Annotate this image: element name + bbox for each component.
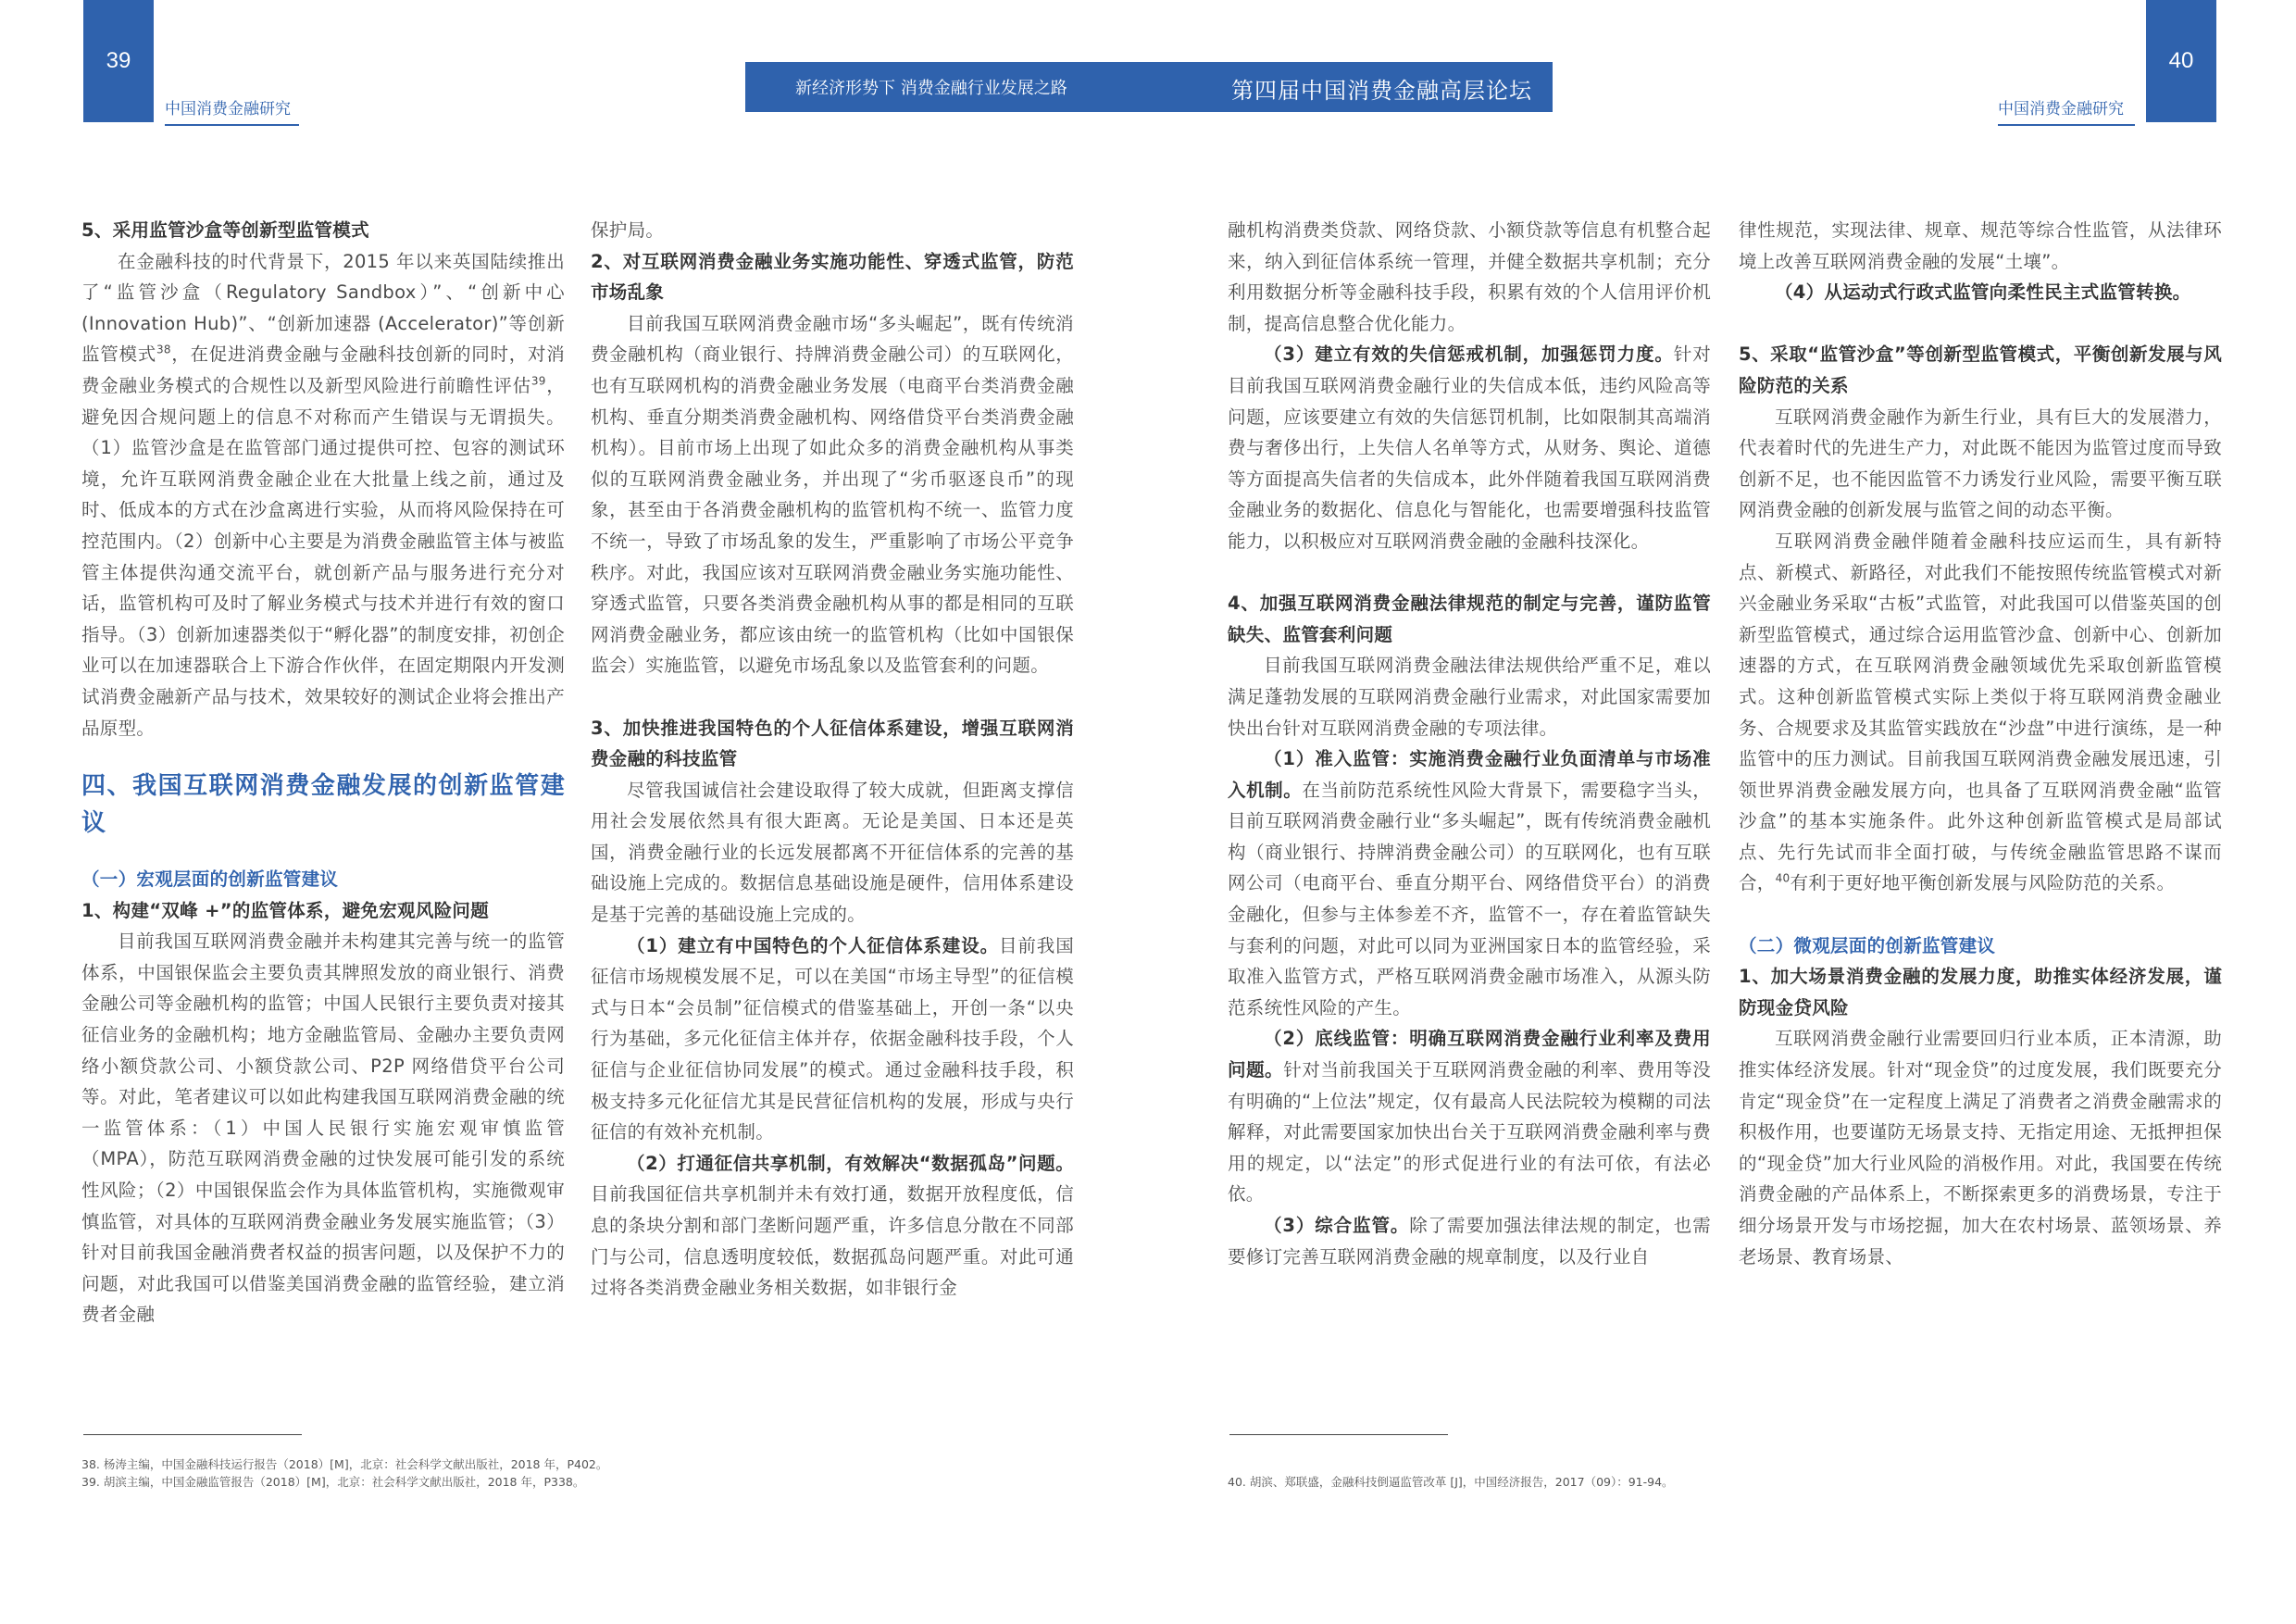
heading-twin-peaks: 1、构建“双峰 +”的监管体系，避免宏观风险问题 [81,899,490,921]
paragraph-legal-3: （3）综合监管。除了需要加强法律法规的制定，也需要修订完善互联网消费金融的规章制度，以及行业自 [1228,1215,1711,1268]
footnote-40: 40. 胡滨、郑联盛，金融科技倒逼监管改革 [J]，中国经济报告，2017（09）：91-94。 [1228,1475,1674,1489]
footnote-ref-38[interactable]: 38 [156,343,171,356]
banner-subtitle: 新经济形势下 消费金融行业发展之路 [795,79,1067,98]
heading-sandbox: 5、采用监管沙盒等创新型监管模式 [81,219,369,241]
section-heading-4: 四、我国互联网消费金融发展的创新监管建议 [81,772,565,838]
subsection-heading-macro: （一）宏观层面的创新监管建议 [81,868,339,891]
paragraph-functional-supervision: 目前我国互联网消费金融市场“多头崛起”，既有传统消费金融机构（商业银行、持牌消费金融公司）的互联网化，也有互联网机构的消费金融业务发展（电商平台类消费金融机构、垂直分期类消费金融机构、网络借贷平台类消费金融机构）。目前市场上出现了如此众多的消费金融机构从事类似的互联网消费金融业务，并出现了“劣币驱逐良币”的现象，甚至由于各消费金融机构的监管机构不统一、监管力度不统一，导致了市场乱象的发生，严重影响了市场公平竞争秩序。对此，我国应该对互联网消费金融业务实施功能性、穿透式监管，只要各类消费金融机构从事的都是相同的互联网消费金融业务，都应该由统一的监管机构（比如中国银保监会）实施监管，以避免市场乱象以及监管套利的问题。 [591,312,1074,677]
heading-functional-supervision: 2、对互联网消费金融业务实施功能性、穿透式监管，防范市场乱象 [591,250,1074,304]
column-4 [1739,215,2222,1272]
paragraph-scenario-finance: 互联网消费金融行业需要回归行业本质，正本清源，助推实体经济发展。针对“现金贷”的过度发展，我们既要充分肯定“现金贷”在一定程度上满足了消费者之消费金融需求的积极作用，也要谨防无场景支持、无指定用途、无抵押担保的“现金贷”加大行业风险的消极作用。对此，我国要在传统消费金融的产品体系上，不断探索更多的消费场景，专注于细分场景开发与市场挖掘，加大在农村场景、蓝领场景、养老场景、教育场景、 [1739,1028,2222,1268]
footnote-ref-40[interactable]: 40 [1775,871,1791,885]
heading-legal-framework: 4、加强互联网消费金融法律规范的制定与完善，谨防监管缺失、监管套利问题 [1228,593,1711,645]
footnote-ref-39[interactable]: 39 [530,374,546,388]
paragraph-sandbox-balance: 互联网消费金融作为新生行业，具有巨大的发展潜力，代表着时代的先进生产力，对此既不能因为监管过度而导致创新不足，也不能因监管不力诱发行业风险，需要平衡互联网消费金融的创新发展与监管之间的动态平衡。 [1739,406,2222,521]
paragraph-continued: 律性规范，实现法律、规章、规范等综合性监管，从法律环境上改善互联网消费金融的发展“土壤”。 [1739,219,2222,272]
paragraph-sandbox-detail: 互联网消费金融伴随着金融科技应运而生，具有新特点、新模式、新路径，对此我们不能按照传统监管模式对新兴金融业务采取“古板”式监管，对此我国可以借鉴英国的创新型监管模式，通过综合运用监管沙盒、创新中心、创新加速器的方式，在互联网消费金融领域优先采取创新监管模式。这种创新监管模式实际上类似于将互联网消费金融业务、合规要求及其监管实践放在“沙盘”中进行演练，是一种监管中的压力测试。目前我国互联网消费金融发展迅速，引领世界消费金融发展方向，也具备了互联网消费金融“监管沙盒”的基本实施条件。此外这种创新监管模式是局部试点、先行先试而非全面打破，与传统金融监管思路不谋而合，$^{40}$有利于更好地平衡创新发展与风险防范的关系。 [1739,530,2222,894]
footnote-divider-left [83,1434,302,1435]
subsection-heading-micro: （二）微观层面的创新监管建议 [1739,934,1996,956]
paragraph-legal-4: （4）从运动式行政式监管向柔性民主式监管转换。 [1775,281,2191,304]
column-3 [1228,215,1711,1272]
paragraph-legal-1: （1）准入监管：实施消费金融行业负面清单与市场准入机制。在当前防范系统性风险大背景下，需要稳字当头，目前互联网消费金融行业“多头崛起”，既有传统消费金融机构（商业银行、持牌消费金融公司）的互联网化，也有互联网公司（电商平台、垂直分期平台、网络借贷平台）的消费金融化，但参与主体参差不齐，监管不一，存在着监管缺失与套利的问题，对此可以同为亚洲国家日本的监管经验，采取准入监管方式，严格互联网消费金融市场准入，从源头防范系统性风险的产生。 [1228,748,1711,1018]
heading-regulatory-sandbox: 5、采取“监管沙盒”等创新型监管模式，平衡创新发展与风险防范的关系 [1739,344,2222,396]
banner-title: 第四届中国消费金融高层论坛 [1231,78,1532,104]
column-1 [81,215,565,1330]
header-banner [745,62,1553,112]
paragraph-continued: 保护局。 [591,219,665,241]
footnote-39: 39. 胡滨主编，中国金融监管报告（2018）[M]，北京：社会科学文献出版社，2018 年，P338。 [81,1475,585,1489]
paragraph-credit-system: 尽管我国诚信社会建设取得了较大成就，但距离支撑信用社会发展依然具有很大距离。无论是美国、日本还是英国，消费金融行业的长远发展都离不开征信体系的完善的基础设施上完成的。数据信息基础设施是硬件，信用体系建设是基于完善的基础设施上完成的。 [591,779,1074,926]
paragraph-sandbox: 在金融科技的时代背景下，2015 年以来英国陆续推出了“监管沙盒（Regulatory Sandbox）”、“创新中心(Innovation Hub)”、“创新加速器 (Accelerator)”等创新监管模式$^{38}$，在促进消费金融与金融科技创新的同时，对消费金融业务模式的合规性以及新型风险进行前瞻性评估$^{39}$，避免因合规问题上的信息不对称而产生错误与无谓损失。（1）监管沙盒是在监管部门通过提供可控、包容的测试环境，允许互联网消费金融企业在大批量上线之前，通过及时、低成本的方式在沙盒离进行实验，从而将风险保持在可控范围内。（2）创新中心主要是为消费金融监管主体与被监管主体提供沟通交流平台，就创新产品与服务进行充分对话，监管机构可及时了解业务模式与技术并进行有效的窗口指导。（3）创新加速器类似于“孵化器”的制度安排，初创企业可以在加速器联合上下游合作伙伴，在固定期限内开发测试消费金融新产品与技术，效果较好的测试企业将会推出产品原型。 [81,250,565,739]
paragraph-legal-2: （2）底线监管：明确互联网消费金融行业利率及费用问题。针对当前我国关于互联网消费金融的利率、费用等没有明确的“上位法”规定，仅有最高人民法院较为模糊的司法解释，对此需要国家加快出台关于互联网消费金融利率与费用的规定，以“法定”的形式促进行业的有法可依，有法必依。 [1228,1028,1711,1206]
heading-credit-system: 3、加快推进我国特色的个人征信体系建设，增强互联网消费金融的科技监管 [591,717,1074,770]
journal-label-right: 中国消费金融研究 [1998,95,2135,126]
heading-scenario-finance: 1、加大场景消费金融的发展力度，助推实体经济发展，谨防现金贷风险 [1739,966,2222,1018]
paragraph-continued: 融机构消费类贷款、网络贷款、小额贷款等信息有机整合起来，纳入到征信体系统一管理，并健全数据共享机制；充分利用数据分析等金融科技手段，积累有效的个人信用评价机制，提高信息整合优化能力。 [1228,219,1711,334]
paragraph-credit-1: （1）建立有中国特色的个人征信体系建设。目前我国征信市场规模发展不足，可以在美国“市场主导型”的征信模式与日本“会员制”征信模式的借鉴基础上，开创一条“以央行为基础，多元化征信主体并存，依据金融科技手段，个人征信与企业征信协同发展”的模式。通过金融科技手段，积极支持多元化征信尤其是民营征信机构的发展，形成与央行征信的有效补充机制。 [591,934,1074,1143]
footnote-38: 38. 杨涛主编，中国金融科技运行报告（2018）[M]，北京：社会科学文献出版社，2018 年，P402。 [81,1457,608,1471]
paragraph-credit-3: （3）建立有效的失信惩戒机制，加强惩罚力度。针对目前我国互联网消费金融行业的失信成本低，违约风险高等问题，应该要建立有效的失信惩罚机制，比如限制其高端消费与奢侈出行，上失信人名单等方式，从财务、舆论、道德等方面提高失信者的失信成本，此外伴随着我国互联网消费金融业务的数据化、信息化与智能化，也需要增强科技监管能力，以积极应对互联网消费金融的金融科技深化。 [1228,344,1711,552]
column-2 [591,215,1074,1304]
paragraph-twin-peaks: 目前我国互联网消费金融并未构建其完善与统一的监管体系，中国银保监会主要负责其牌照发放的商业银行、消费金融公司等金融机构的监管；中国人民银行主要负责对接其征信业务的金融机构；地方金融监管局、金融办主要负责网络小额贷款公司、小额贷款公司、P2P 网络借贷平台公司等。对此，笔者建议可以如此构建我国互联网消费金融的统一监管体系：（1）中国人民银行实施宏观审慎监管（MPA），防范互联网消费金融的过快发展可能引发的系统性风险；（2）中国银保监会作为具体监管机构，实施微观审慎监管，对具体的互联网消费金融业务发展实施监管；（3）针对目前我国金融消费者权益的损害问题，以及保护不力的问题，对此我国可以借鉴美国消费金融的监管经验，建立消费者金融 [81,931,565,1326]
footnote-divider-right [1229,1434,1448,1435]
page-number-right: 40 [2146,0,2216,122]
journal-label-left: 中国消费金融研究 [165,95,299,126]
page-number-left: 39 [83,0,154,122]
paragraph-legal-framework: 目前我国互联网消费金融法律法规供给严重不足，难以满足蓬勃发展的互联网消费金融行业需求，对此国家需要加快出台针对互联网消费金融的专项法律。 [1228,655,1711,739]
paragraph-credit-2: （2）打通征信共享机制，有效解决“数据孤岛”问题。目前我国征信共享机制并未有效打通，数据开放程度低，信息的条块分割和部门垄断问题严重，许多信息分散在不同部门与公司，信息透明度较低，数据孤岛问题严重。对此可通过将各类消费金融业务相关数据，如非银行金 [591,1152,1074,1299]
